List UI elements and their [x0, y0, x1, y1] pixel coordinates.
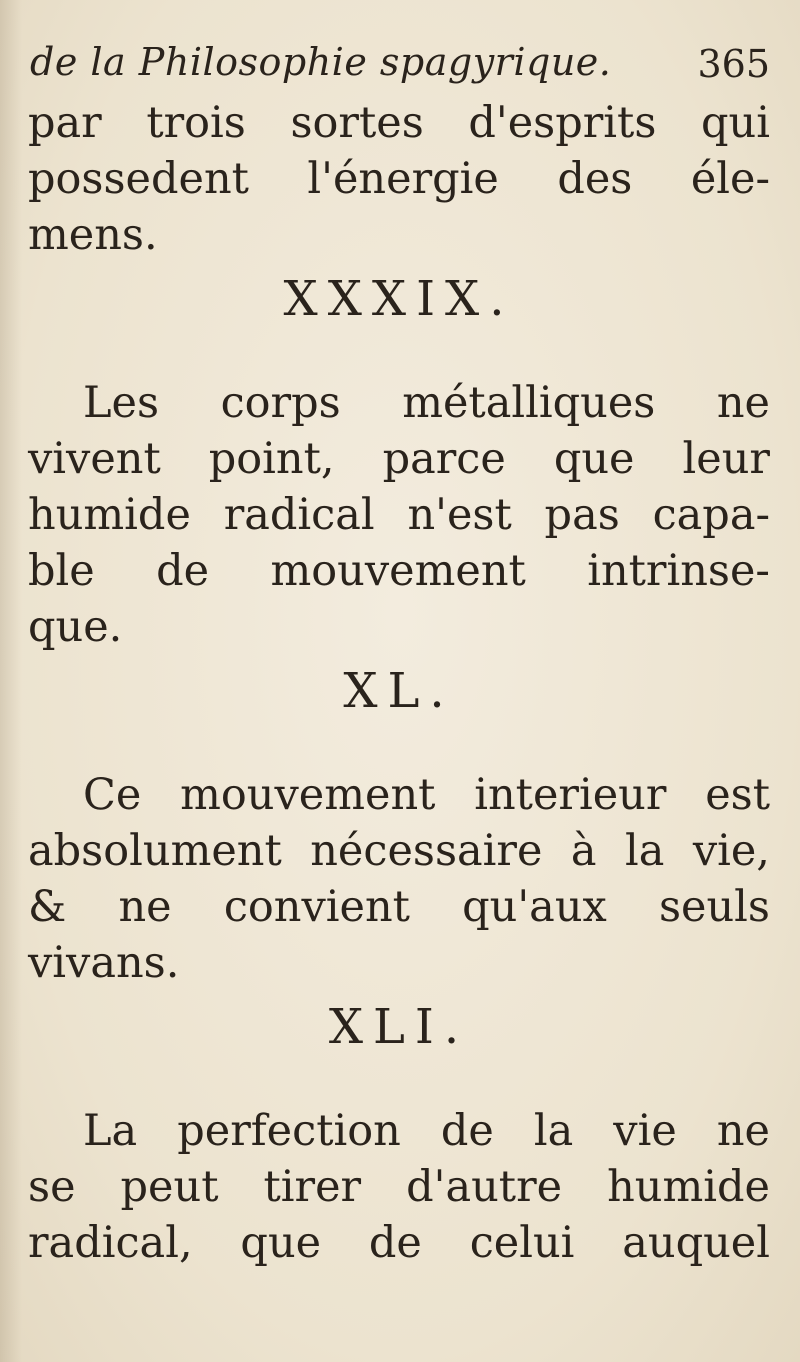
word: point,: [208, 434, 335, 484]
word: absolument: [28, 826, 282, 876]
text-line: [28, 767, 770, 823]
word: possedent: [28, 154, 249, 204]
word: l'énergie: [307, 154, 499, 204]
word: tirer: [263, 1162, 362, 1212]
text-line: [28, 1159, 770, 1215]
body-text: [28, 95, 770, 1271]
word: auquel: [622, 1218, 770, 1268]
word: vie: [613, 1106, 677, 1156]
word: vivent: [28, 434, 161, 484]
word: de: [156, 546, 210, 596]
word: perfection: [177, 1106, 401, 1156]
word: que: [553, 434, 635, 484]
word: peut: [120, 1162, 219, 1212]
word: ne: [716, 1106, 770, 1156]
word: leur: [682, 434, 770, 484]
word: se: [28, 1162, 76, 1212]
word: humide: [28, 490, 191, 540]
word: nécessaire: [310, 826, 543, 876]
word: d'esprits: [468, 98, 657, 148]
word: humide: [607, 1162, 770, 1212]
section-numeral: XLI.: [328, 999, 470, 1055]
text-line: [28, 95, 770, 151]
word: interieur: [474, 770, 667, 820]
word: de: [368, 1218, 422, 1268]
running-head: de la Philosophie spagyrique.: [30, 40, 612, 84]
article-39: [28, 263, 770, 655]
word: trois: [146, 98, 246, 148]
word: convient: [223, 882, 410, 932]
word: pas: [544, 490, 620, 540]
text-line: [28, 431, 770, 487]
text-line: [28, 879, 770, 935]
word: des: [557, 154, 633, 204]
word: Les: [83, 378, 160, 428]
word: la: [624, 826, 665, 876]
text-line: [28, 543, 770, 599]
word: qu'aux: [462, 882, 607, 932]
word: radical: [223, 490, 375, 540]
word: parce: [382, 434, 506, 484]
word: n'est: [407, 490, 512, 540]
text-line: [28, 1103, 770, 1159]
word: la: [533, 1106, 574, 1156]
word: mouvement: [270, 546, 526, 596]
text-line: [28, 823, 770, 879]
word: à: [570, 826, 597, 876]
article-40: [28, 655, 770, 991]
article-41: [28, 991, 770, 1271]
word: sortes: [290, 98, 424, 148]
text-line: [28, 1215, 770, 1271]
word: intrinse-: [587, 546, 770, 596]
paragraph-continuation: [28, 95, 770, 263]
word: &: [28, 882, 67, 932]
text-line: vivans.: [28, 938, 180, 988]
word: par: [28, 98, 102, 148]
section-numeral: XXXIX.: [283, 271, 515, 327]
word: celui: [469, 1218, 575, 1268]
word: est: [705, 770, 770, 820]
word: d'autre: [406, 1162, 563, 1212]
word: qui: [701, 98, 770, 148]
section-numeral: XL.: [343, 663, 455, 719]
word: éle-: [690, 154, 770, 204]
word: seuls: [658, 882, 770, 932]
word: ble: [28, 546, 95, 596]
word: capa-: [652, 490, 770, 540]
text-line: [28, 151, 770, 207]
word: radical,: [28, 1218, 193, 1268]
word: ne: [716, 378, 770, 428]
page-header: [30, 40, 770, 100]
word: métalliques: [402, 378, 656, 428]
word: de: [440, 1106, 494, 1156]
word: vie,: [692, 826, 770, 876]
word: corps: [220, 378, 341, 428]
text-line: [28, 487, 770, 543]
word: Ce: [83, 770, 142, 820]
word: La: [83, 1106, 138, 1156]
text-line: que.: [28, 602, 123, 652]
page-number: 365: [697, 42, 770, 86]
text-line: [28, 375, 770, 431]
word: que: [240, 1218, 322, 1268]
word: mouvement: [180, 770, 436, 820]
gutter-shadow: [0, 0, 22, 1362]
text-line: mens.: [28, 210, 158, 260]
word: ne: [118, 882, 172, 932]
